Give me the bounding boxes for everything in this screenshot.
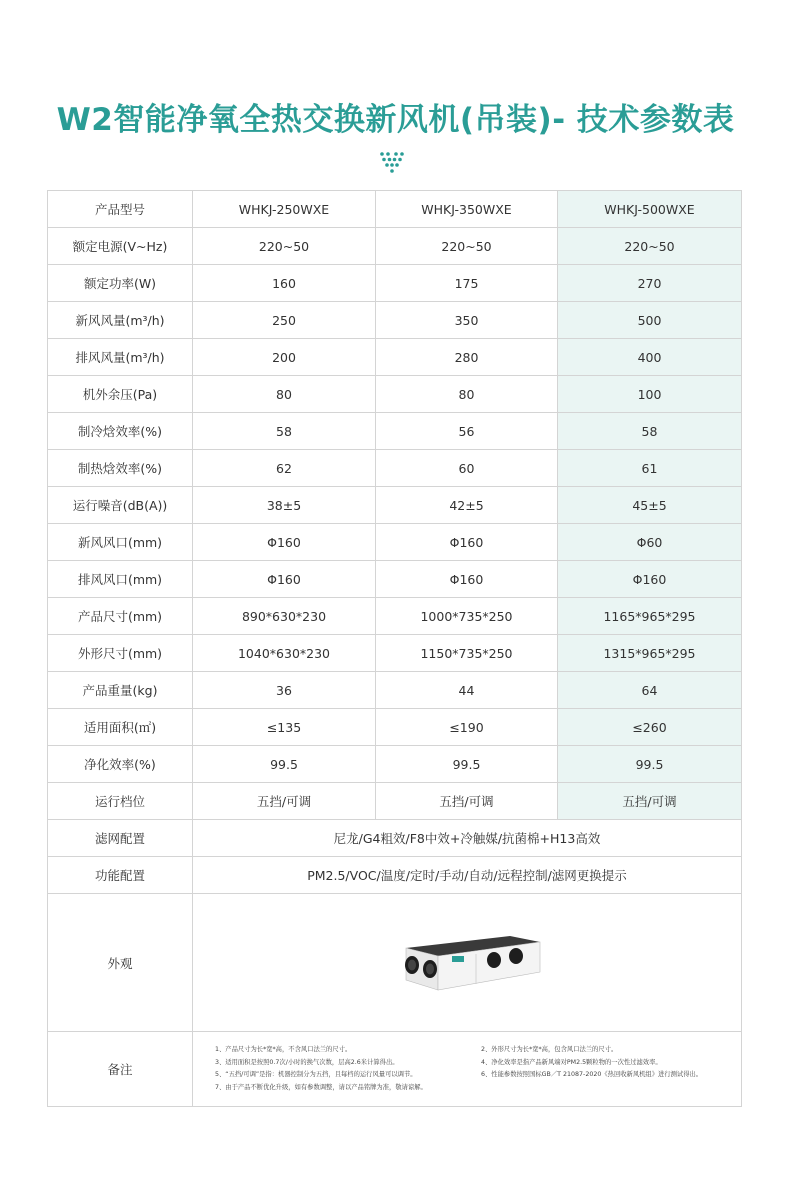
row-label: 运行档位 xyxy=(48,783,193,820)
filter-label: 滤网配置 xyxy=(48,820,193,857)
row-value: ≤190 xyxy=(376,709,558,746)
row-value: 500 xyxy=(558,302,742,339)
table-row-function xyxy=(48,857,742,894)
row-value: 62 xyxy=(193,450,376,487)
table-row xyxy=(48,265,742,302)
table-row-header xyxy=(48,191,742,228)
row-value: 220~50 xyxy=(558,228,742,265)
row-value: 99.5 xyxy=(376,746,558,783)
row-value: 175 xyxy=(376,265,558,302)
notes-cell xyxy=(193,1032,742,1107)
row-value: 1315*965*295 xyxy=(558,635,742,672)
row-value: 五挡/可调 xyxy=(193,783,376,820)
row-label: 排风风量(m³/h) xyxy=(48,339,193,376)
row-value: 400 xyxy=(558,339,742,376)
row-value: 220~50 xyxy=(376,228,558,265)
row-value: 64 xyxy=(558,672,742,709)
row-label: 净化效率(%) xyxy=(48,746,193,783)
row-value: 250 xyxy=(193,302,376,339)
row-label: 新风风量(m³/h) xyxy=(48,302,193,339)
row-value: Φ60 xyxy=(558,524,742,561)
product-unit-image xyxy=(392,932,542,994)
row-label: 制冷焓效率(%) xyxy=(48,413,193,450)
function-value: PM2.5/VOC/温度/定时/手动/自动/远程控制/滤网更换提示 xyxy=(193,857,742,894)
row-value: 99.5 xyxy=(193,746,376,783)
row-value: ≤260 xyxy=(558,709,742,746)
table-row xyxy=(48,302,742,339)
table-row xyxy=(48,783,742,820)
row-label: 产品重量(kg) xyxy=(48,672,193,709)
table-row xyxy=(48,413,742,450)
table-row xyxy=(48,524,742,561)
spec-table xyxy=(47,190,742,1107)
row-value: 80 xyxy=(193,376,376,413)
row-value: 80 xyxy=(376,376,558,413)
row-value: Φ160 xyxy=(193,524,376,561)
appearance-label: 外观 xyxy=(48,894,193,1032)
row-value: 36 xyxy=(193,672,376,709)
row-value: 1165*965*295 xyxy=(558,598,742,635)
table-row xyxy=(48,672,742,709)
row-value: 56 xyxy=(376,413,558,450)
row-value: 1150*735*250 xyxy=(376,635,558,672)
row-value: 350 xyxy=(376,302,558,339)
filter-value: 尼龙/G4粗效/F8中效+冷触媒/抗菌棉+H13高效 xyxy=(193,820,742,857)
table-row xyxy=(48,228,742,265)
table-row xyxy=(48,598,742,635)
row-value: 160 xyxy=(193,265,376,302)
table-row xyxy=(48,561,742,598)
row-value: Φ160 xyxy=(193,561,376,598)
page-title: W2智能净氧全热交换新风机(吊装)- 技术参数表 xyxy=(56,102,735,138)
brand-logo-icon xyxy=(379,151,405,175)
function-label: 功能配置 xyxy=(48,857,193,894)
row-value: 61 xyxy=(558,450,742,487)
table-row xyxy=(48,746,742,783)
note-item: 2、外形尺寸为长*宽*高，包含风口法兰的尺寸。 xyxy=(481,1046,618,1053)
row-value: 五挡/可调 xyxy=(376,783,558,820)
row-value: 1040*630*230 xyxy=(193,635,376,672)
row-label: 适用面积(㎡) xyxy=(48,709,193,746)
appearance-cell xyxy=(193,894,742,1032)
row-value: 270 xyxy=(558,265,742,302)
row-value: 38±5 xyxy=(193,487,376,524)
model-350: WHKJ-350WXE xyxy=(376,191,558,228)
table-row xyxy=(48,450,742,487)
row-value: 45±5 xyxy=(558,487,742,524)
row-value: 五挡/可调 xyxy=(558,783,742,820)
row-value: 220~50 xyxy=(193,228,376,265)
row-value: 58 xyxy=(558,413,742,450)
notes-label: 备注 xyxy=(48,1032,193,1107)
row-value: 99.5 xyxy=(558,746,742,783)
row-value: 44 xyxy=(376,672,558,709)
note-item: 3、适用面积是按照0.7次/小时的换气次数，层高2.6米计算得出。 xyxy=(215,1058,399,1066)
table-row-appearance xyxy=(48,894,742,1032)
row-value: 890*630*230 xyxy=(193,598,376,635)
row-label: 新风风口(mm) xyxy=(48,524,193,561)
note-item: 7、由于产品不断优化升级，如有参数调整，请以产品铭牌为准，敬请谅解。 xyxy=(215,1083,427,1091)
row-value: Φ160 xyxy=(558,561,742,598)
row-value: Φ160 xyxy=(376,524,558,561)
table-row xyxy=(48,376,742,413)
table-row xyxy=(48,709,742,746)
notes-list xyxy=(193,1044,741,1094)
row-value: Φ160 xyxy=(376,561,558,598)
row-label: 制热焓效率(%) xyxy=(48,450,193,487)
header-label: 产品型号 xyxy=(48,191,193,228)
note-item: 1、产品尺寸为长*宽*高，不含风口法兰的尺寸。 xyxy=(215,1046,352,1053)
row-label: 排风风口(mm) xyxy=(48,561,193,598)
model-250: WHKJ-250WXE xyxy=(193,191,376,228)
row-value: 100 xyxy=(558,376,742,413)
row-value: 200 xyxy=(193,339,376,376)
note-item: 6、性能参数按照国标GB／T 21087-2020《热回收新风机组》进行测试得出。 xyxy=(481,1071,703,1078)
row-value: 42±5 xyxy=(376,487,558,524)
row-value: ≤135 xyxy=(193,709,376,746)
table-row-filter xyxy=(48,820,742,857)
table-row xyxy=(48,339,742,376)
row-value: 58 xyxy=(193,413,376,450)
row-value: 280 xyxy=(376,339,558,376)
row-label: 外形尺寸(mm) xyxy=(48,635,193,672)
table-row xyxy=(48,487,742,524)
row-value: 60 xyxy=(376,450,558,487)
row-label: 机外余压(Pa) xyxy=(48,376,193,413)
model-500: WHKJ-500WXE xyxy=(558,191,742,228)
row-label: 运行噪音(dB(A)) xyxy=(48,487,193,524)
note-item: 5、“五挡/可调”是指：机器控制分为五挡，且每档的运行风量可以调节。 xyxy=(215,1071,417,1078)
table-row-notes xyxy=(48,1032,742,1107)
row-label: 额定电源(V~Hz) xyxy=(48,228,193,265)
row-label: 额定功率(W) xyxy=(48,265,193,302)
row-value: 1000*735*250 xyxy=(376,598,558,635)
table-row xyxy=(48,635,742,672)
row-label: 产品尺寸(mm) xyxy=(48,598,193,635)
note-item: 4、净化效率是指产品新风端对PM2.5颗粒物的一次性过滤效率。 xyxy=(481,1058,662,1066)
